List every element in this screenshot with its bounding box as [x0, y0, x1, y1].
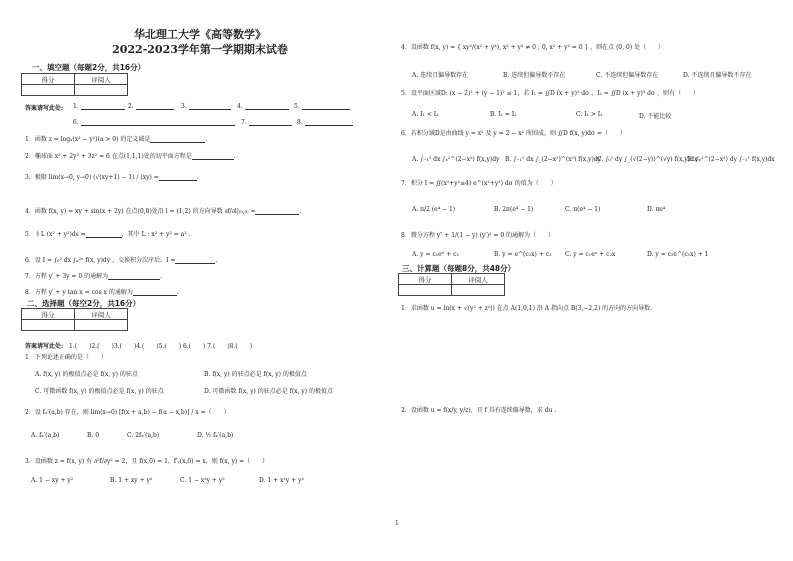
grader-header: 评阅人 — [75, 309, 128, 320]
blank-num: 8. — [297, 119, 303, 126]
section-2-title: 二、选择题（每空2分，共16分） — [27, 299, 141, 308]
score-table-2 — [21, 308, 128, 331]
exam-title: 华北理工大学《高等数学》 — [134, 28, 266, 41]
option-c[interactable]: C. ∫₀¹ dy ∫_(√(2−y))^(√y) f(x,y)dx — [597, 156, 698, 163]
option-b[interactable]: B. 连续但偏导数不存在 — [503, 72, 566, 79]
blank-1[interactable] — [73, 103, 125, 110]
grader-cell[interactable] — [75, 320, 128, 331]
fill-question-3: 3．极限 lim(x→0, y→0) (√(xy+1) − 1) / (xy) = . — [25, 174, 199, 181]
option-a[interactable]: A. I₁ < I₂ — [412, 111, 439, 118]
calc-question-2: 2．设函数 u = f(x/y, y/z)，且 f 具有连续偏导数，求 du . — [401, 407, 557, 414]
choice-question-7: 7．积分 I = ∬(x²+y²≤4) e^(x²+y²) dσ 的值为（ ） — [401, 180, 557, 187]
blank-7[interactable] — [241, 119, 292, 126]
option-d[interactable]: D. πe⁴ — [647, 206, 666, 213]
option-d[interactable]: D. 可微函数 f(x, y) 的驻点必是 f(x, y) 的极值点 — [204, 388, 334, 395]
option-d[interactable]: D. y = c₂e^(c₁x) + 1 — [647, 251, 709, 258]
option-a[interactable]: A. π/2 (e⁴ − 1) — [412, 206, 456, 213]
question-text: 3．极限 lim(x→0, y→0) (√(xy+1) − 1) / (xy) = — [25, 174, 159, 181]
page-number: 1 — [395, 520, 399, 527]
option-a[interactable]: A. 连续且偏导数存在 — [412, 72, 469, 79]
question-text: 7．方程 y′ + 3y = 0 的通解为 — [25, 273, 109, 280]
grader-cell[interactable] — [452, 285, 505, 296]
choice-question-3: 3．设函数 z = f(x, y) 有 ∂²f/∂y² = 2，且 f(x,0) = 1，f′ᵧ(x,0) = x，则 f(x, y) =（ ） — [25, 458, 269, 465]
option-c[interactable]: C. π(e⁴ − 1) — [565, 206, 601, 213]
option-d[interactable]: D. ½ fₓ′(a,b) — [197, 432, 234, 439]
option-c[interactable]: C. 可微函数 f(x, y) 的极值点必是 f(x, y) 的驻点 — [35, 388, 164, 395]
blank-num: 4. — [237, 103, 243, 110]
option-b[interactable]: B. y = e^(c₁x) + c₂ — [494, 251, 552, 258]
choice-question-2: 2．设 fₓ′(a,b) 存在，则 lim(x→0) [f(x + a,b) − f(a − x,b)] / x =（ ） — [25, 409, 230, 416]
fill-question-1: 1．函数 z = logₐ(x² − y²)(a > 0) 的定义域是 . — [25, 136, 208, 143]
blank-num: 6. — [73, 119, 79, 126]
score-cell[interactable] — [22, 320, 75, 331]
grader-header: 评阅人 — [452, 274, 505, 285]
question-text: 6．设 I = ∫₀² dx ∫ₓ²ˣ f(x, y)dy ，交换积分次序后，I = — [25, 257, 176, 264]
blank-8[interactable] — [297, 119, 353, 126]
score-table-3 — [398, 273, 505, 296]
section-1-title: 一、填空题（每题2分，共16分） — [32, 63, 146, 72]
option-a[interactable]: A. y = c₁eˣ + c₂ — [412, 251, 459, 258]
calc-question-1: 1．求函数 u = ln(x + √(y² + z²)) 在点 A(1,0,1) 沿 A 指向点 B(3,−2,2) 的方向的方向导数. — [401, 305, 653, 312]
option-d[interactable]: D. ∫ₓ²^(2−x²) dy ∫₋₁¹ f(x,y)dx — [687, 156, 775, 163]
answer-label: 答案请写此处: — [25, 105, 64, 112]
choice-question-4: 4．设函数 f(x, y) = { xy²/(x² + y⁴), x² + y² ≠ 0 ; 0, x² + y² = 0 } ，则在点 (0, 0) 处（ ） — [401, 44, 665, 51]
choice-question-8: 8．微分方程 y″ + 1/(1 − y) (y′)² = 0 的通解为（ ） — [401, 232, 555, 239]
answer-label: 答案请写此处: — [25, 343, 64, 350]
question-text: 1．函数 z = logₐ(x² − y²)(a > 0) 的定义域是 — [25, 136, 151, 143]
score-cell[interactable] — [22, 85, 75, 96]
question-text: 4．函数 f(x, y) = xy + sin(x + 2y) 在点(0,0)处沿 l = (1,2) 的方向导数 ∂f/∂l|₍₀,₀₎ = — [25, 208, 256, 215]
option-a[interactable]: A. fₓ′(a,b) — [31, 432, 60, 439]
fill-question-2: 2．椭球面 x² + 2y² + 3z² = 6 在点(1,1,1)处的切平面方程是 . — [25, 153, 236, 160]
blank-6[interactable] — [73, 119, 235, 126]
blank-num: 2. — [128, 103, 134, 110]
score-header: 得分 — [22, 74, 75, 85]
choice-question-6: 6．若积分域D是由曲线 y = x² 及 y = 2 − x² 所围成，则 ∬D f(x, y)dσ =（ ） — [401, 130, 627, 137]
fill-question-7: 7．方程 y′ + 3y = 0 的通解为 . — [25, 273, 163, 280]
question-text: 8．方程 y′ + y tan x = cos x 的通解为 — [25, 289, 133, 296]
fill-question-4: 4．函数 f(x, y) = xy + sin(x + 2y) 在点(0,0)处沿 l = (1,2) 的方向导数 ∂f/∂l|₍₀,₀₎ = . — [25, 208, 302, 215]
option-a[interactable]: A. ∫₋₁¹ dx ∫ₓ²^(2−x²) f(x,y)dy — [412, 156, 500, 163]
blank-num: 7. — [241, 119, 247, 126]
option-b[interactable]: B. 2π(e⁴ − 1) — [494, 206, 534, 213]
question-text: 5．∮L (x² + y²)ds = — [25, 231, 86, 238]
option-d[interactable]: D. 不能比较 — [639, 113, 672, 120]
section-3-title: 三、计算题（每题8分，共48分） — [402, 264, 516, 273]
blank-num: 3. — [181, 103, 187, 110]
option-c[interactable]: C. 2fₓ′(a,b) — [127, 432, 160, 439]
choice-answers[interactable]: 1.( )2.( )3.( )4.( )5.( ) 6.( ) 7.( )8.( ) — [69, 343, 253, 350]
option-b[interactable]: B. f(x, y) 的驻点必是 f(x, y) 的极值点 — [204, 371, 307, 378]
option-c[interactable]: C. I₁ > I₂ — [576, 111, 603, 118]
score-table-1 — [21, 73, 128, 96]
score-cell[interactable] — [399, 285, 452, 296]
fill-question-5 — [25, 229, 190, 238]
blank-4[interactable] — [237, 103, 289, 110]
fill-question-8: 8．方程 y′ + y tan x = cos x 的通解为 . — [25, 289, 179, 296]
option-c[interactable]: C. 1 − x²y + y² — [180, 477, 225, 484]
blank-num: 5. — [294, 103, 300, 110]
blank-2[interactable] — [128, 103, 174, 110]
option-c[interactable]: C. 不连续但偏导数存在 — [596, 72, 659, 79]
option-a[interactable]: A. f(x, y) 的极值点必是 f(x, y) 的驻点 — [35, 371, 138, 378]
option-b[interactable]: B. 1 + xy + y² — [110, 477, 153, 484]
score-header: 得分 — [399, 274, 452, 285]
option-b[interactable]: B. ∫₋₁¹ dx ∫_(2−x²)^(x²) f(x,y)dy — [505, 156, 602, 163]
fill-question-6: 6．设 I = ∫₀² dx ∫ₓ²ˣ f(x, y)dy ，交换积分次序后，I = . — [25, 257, 218, 264]
option-b[interactable]: B. 0 — [87, 432, 100, 439]
grader-cell[interactable] — [75, 85, 128, 96]
option-c[interactable]: C. y = c₁eˣ + c₂x — [565, 251, 616, 258]
option-d[interactable]: D. 不连续且偏导数不存在 — [683, 72, 752, 79]
blank-5[interactable] — [294, 103, 350, 110]
option-a[interactable]: A. 1 − xy + y² — [31, 477, 74, 484]
blank-3[interactable] — [181, 103, 231, 110]
question-text: ，其中 L : x² + y² = a² . — [121, 231, 191, 238]
grader-header: 评阅人 — [75, 74, 128, 85]
choice-question-5: 5．设平面区域D: (x − 2)² + (y − 1)² ≤ 1，若 I₁ = ∬D (x + y)² dσ ，I₂ = ∬D (x + y)³ dσ ，则有（ ） — [401, 90, 700, 97]
option-b[interactable]: B. I₁ = I₂ — [490, 111, 517, 118]
score-header: 得分 — [22, 309, 75, 320]
blank-num: 1. — [73, 103, 79, 110]
option-d[interactable]: D. 1 + x²y + y² — [259, 477, 304, 484]
question-text: 2．椭球面 x² + 2y² + 3z² = 6 在点(1,1,1)处的切平面方程是 — [25, 153, 192, 160]
exam-subtitle: 2022-2023学年第一学期期末试卷 — [112, 43, 288, 56]
choice-question-1: 1．下列论述正确的是（ ） — [25, 354, 107, 361]
